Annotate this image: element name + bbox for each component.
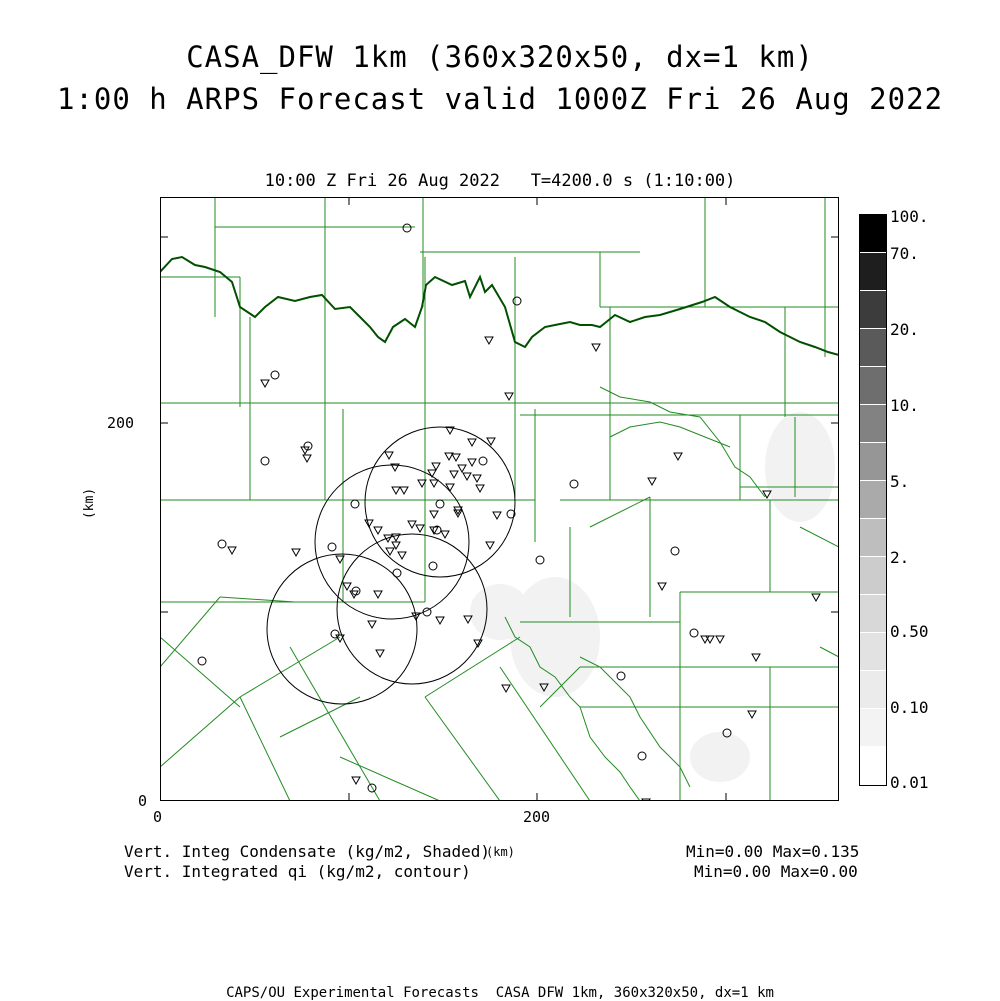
colorbar-label-2: 2. <box>890 548 910 567</box>
colorbar-label-100: 100. <box>890 207 929 226</box>
colorbar-band <box>860 671 886 709</box>
colorbar-band <box>860 405 886 443</box>
colorbar-band <box>860 633 886 671</box>
credit-line: CAPS/OU Experimental Forecasts CASA DFW 1km, 360x320x50, dx=1 km <box>226 985 774 1001</box>
colorbar-band <box>860 291 886 329</box>
colorbar-band <box>860 519 886 557</box>
x-axis-label: (km) <box>486 845 515 859</box>
colorbar-band <box>860 443 886 481</box>
colorbar <box>859 214 887 786</box>
colorbar-label-10: 10. <box>890 396 919 415</box>
y-tick-200: 200 <box>107 414 135 432</box>
colorbar-band <box>860 215 886 253</box>
colorbar-label-0-10: 0.10 <box>890 698 929 717</box>
field2-stats: Min=0.00 Max=0.00 <box>694 862 858 881</box>
plot-subtitle: 10:00 Z Fri 26 Aug 2022 T=4200.0 s (1:10:00) <box>264 171 736 191</box>
colorbar-label-0-50: 0.50 <box>890 622 929 641</box>
colorbar-band <box>860 747 886 785</box>
colorbar-label-70: 70. <box>890 244 919 263</box>
colorbar-label-5: 5. <box>890 472 910 491</box>
colorbar-band <box>860 709 886 747</box>
colorbar-band <box>860 367 886 405</box>
title-line-1: CASA_DFW 1km (360x320x50, dx=1 km) <box>186 40 814 74</box>
field2-description: Vert. Integrated qi (kg/m2, contour) <box>124 862 471 881</box>
colorbar-band <box>860 253 886 291</box>
map-background <box>160 197 839 801</box>
colorbar-band <box>860 557 886 595</box>
y-axis-label: (km) <box>82 487 98 520</box>
colorbar-label-0-01: 0.01 <box>890 773 929 792</box>
colorbar-band <box>860 481 886 519</box>
field1-stats: Min=0.00 Max=0.135 <box>686 842 860 861</box>
x-tick-200: 200 <box>523 808 551 826</box>
colorbar-band <box>860 595 886 633</box>
colorbar-band <box>860 329 886 367</box>
field1-description: Vert. Integ Condensate (kg/m2, Shaded) <box>124 842 491 861</box>
x-tick-0: 0 <box>153 808 163 826</box>
forecast-map <box>160 197 839 801</box>
title-line-2: 1:00 h ARPS Forecast valid 1000Z Fri 26 Aug 2022 <box>56 82 944 116</box>
y-tick-0: 0 <box>138 792 148 810</box>
colorbar-label-20: 20. <box>890 320 919 339</box>
